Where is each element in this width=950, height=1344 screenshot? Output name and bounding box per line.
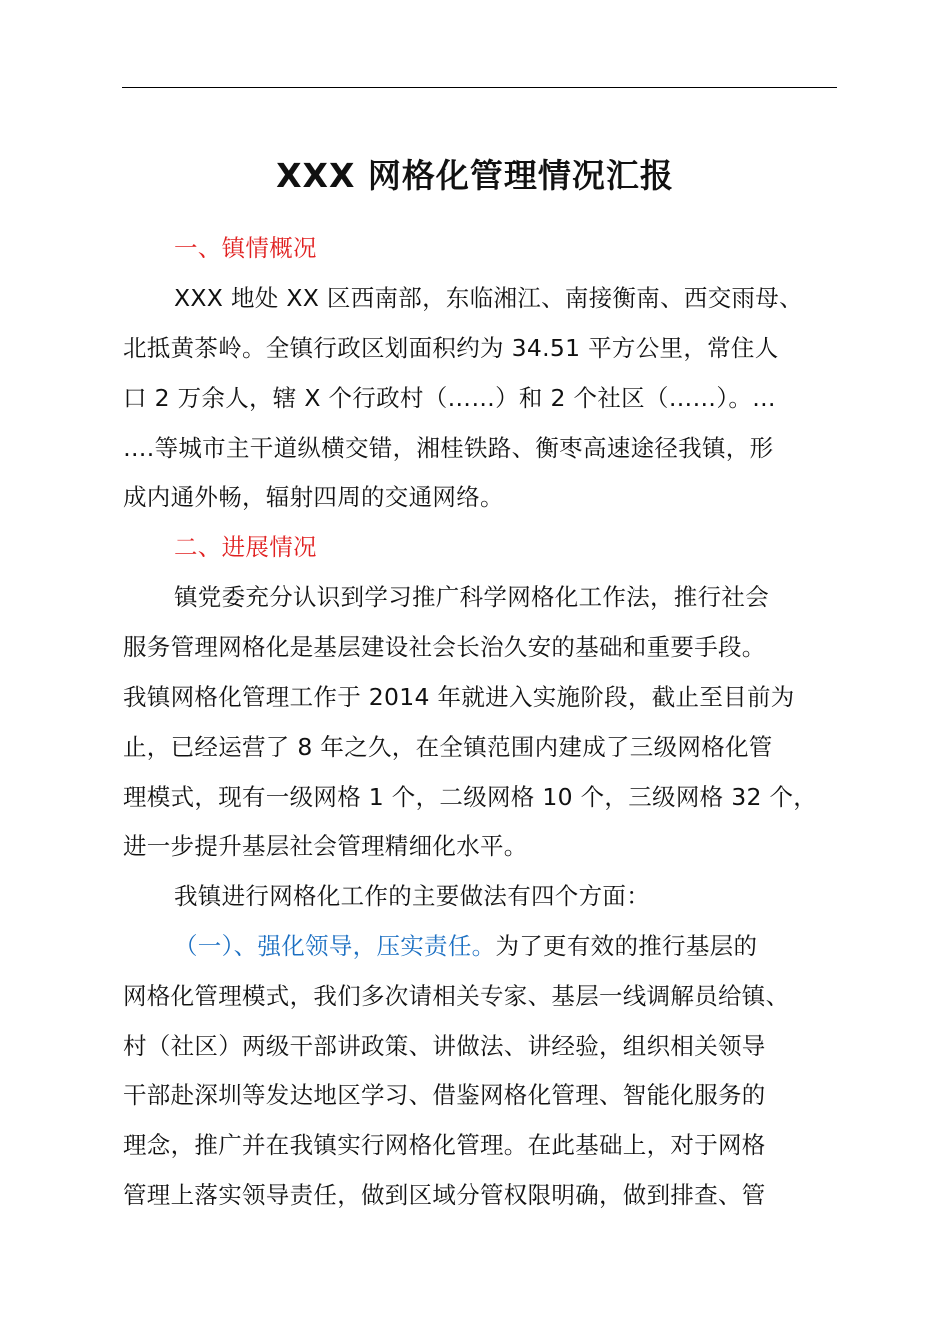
paragraph-line: 止，已经运营了 8 年之久，在全镇范围内建成了三级网格化管 (123, 733, 773, 761)
paragraph-line: ….等城市主干道纵横交错，湘桂铁路、衡枣高速途径我镇，形 (123, 434, 774, 462)
paragraph-line: 口 2 万余人，辖 X 个行政村（……）和 2 个社区（……）。… (123, 384, 776, 412)
subsection-text: 为了更有效的推行基层的 (495, 932, 758, 960)
paragraph-line: 成内通外畅，辐射四周的交通网络。 (123, 483, 504, 511)
paragraph-line: 镇党委充分认识到学习推广科学网格化工作法，推行社会 (174, 583, 769, 611)
paragraph-line: 理模式，现有一级网格 1 个，二级网格 10 个，三级网格 32 个， (123, 783, 818, 811)
section-heading-progress: 二、进展情况 (174, 533, 317, 561)
section-heading-overview: 一、镇情概况 (174, 234, 317, 262)
paragraph-line: 我镇网格化管理工作于 2014 年就进入实施阶段，截止至目前为 (123, 683, 795, 711)
header-rule (122, 87, 837, 88)
paragraph-line: 管理上落实领导责任，做到区域分管权限明确，做到排查、管 (123, 1181, 766, 1209)
paragraph-line: 我镇进行网格化工作的主要做法有四个方面： (174, 882, 650, 910)
paragraph-line: 理念，推广并在我镇实行网格化管理。在此基础上，对于网格 (123, 1131, 766, 1159)
paragraph-line: 网格化管理模式，我们多次请相关专家、基层一线调解员给镇、 (123, 982, 790, 1010)
subsection-heading: （一）、强化领导，压实责任。 (174, 932, 496, 960)
paragraph-line: 北抵黄茶岭。全镇行政区划面积约为 34.51 平方公里，常住人 (123, 334, 779, 362)
paragraph-line: 村（社区）两级干部讲政策、讲做法、讲经验，组织相关领导 (123, 1032, 766, 1060)
document-title: XXX 网格化管理情况汇报 (276, 156, 674, 195)
paragraph-line: 进一步提升基层社会管理精细化水平。 (123, 832, 528, 860)
paragraph-line: XXX 地处 XX 区西南部，东临湘江、南接衡南、西交雨母、 (174, 284, 803, 312)
paragraph-line: 干部赴深圳等发达地区学习、借鉴网格化管理、智能化服务的 (123, 1081, 766, 1109)
subsection-first-line (174, 930, 844, 962)
paragraph-line: 服务管理网格化是基层建设社会长治久安的基础和重要手段。 (123, 633, 766, 661)
